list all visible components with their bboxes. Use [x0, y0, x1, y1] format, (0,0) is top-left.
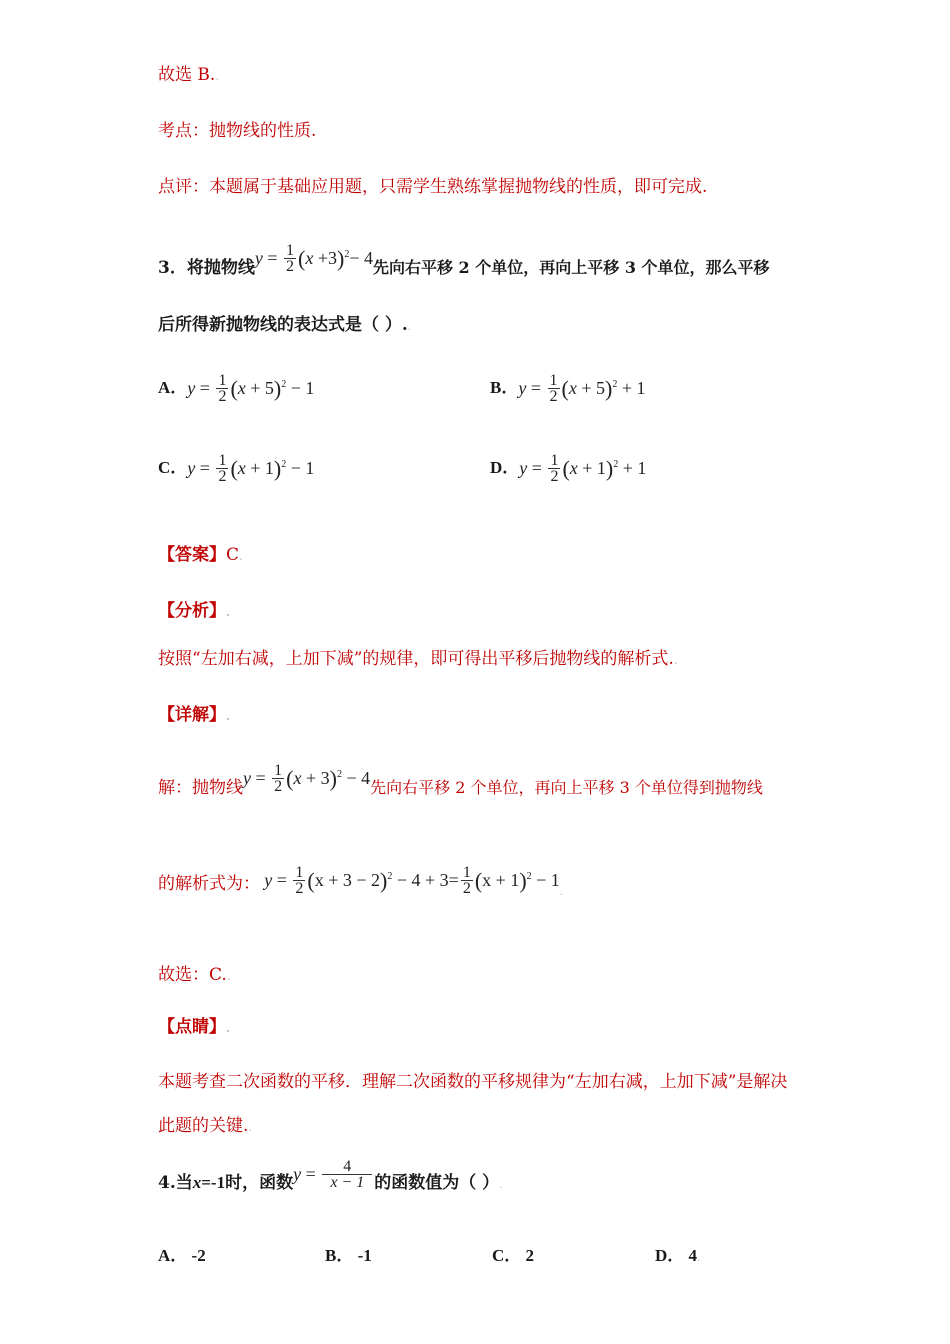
- trailing-mark: .: [407, 319, 411, 333]
- analysis-label: 【分析】: [158, 601, 226, 621]
- trailing-mark: .: [673, 653, 678, 667]
- option-d-formula: y = $\frac{1}{2}$ $(x + 1)^2 + 1$: [519, 451, 647, 485]
- detail-label-line: [158, 702, 818, 729]
- solution-prefix: 解：抛物线: [158, 777, 243, 798]
- q4-option-c-letter: C．: [492, 1246, 522, 1265]
- q4-option-a-letter: A．: [158, 1246, 188, 1265]
- result-formula: y = $\frac{1}{2}$ $(x + 3 - 2)^2 - 4 + 3=$ $\frac{1}{2}$ $(x + 1)^2 - 1$: [264, 863, 560, 897]
- trailing-mark: .: [499, 1176, 503, 1191]
- question3-stem-line2: [158, 312, 818, 339]
- solution-line1: [158, 761, 858, 806]
- analysis-text: 按照“左加右减，上加下减”的规律，即可得出平移后抛物线的解析式.: [158, 649, 674, 669]
- trailing-mark: .: [226, 969, 231, 983]
- option-c-letter: C．: [158, 457, 188, 477]
- solution-result-line: [158, 863, 858, 902]
- question3-option-a[interactable]: [158, 372, 458, 406]
- solution-formula: y = $\frac{1}{2}$ $(x + 3)^2 - 4$: [243, 761, 371, 795]
- trailing-mark: .: [226, 605, 231, 619]
- kaodian-line: [158, 118, 818, 144]
- option-c-formula: y = $\frac{1}{2}$ $(x + 1)^2 - 1$: [187, 451, 315, 485]
- answer-line: [158, 542, 818, 569]
- q4-option-d-letter: D．: [655, 1246, 685, 1265]
- question3-stem-after: 先向右平移 2 个单位，再向上平移 3 个单位，那么平移: [372, 257, 770, 277]
- trailing-mark: .: [226, 709, 231, 723]
- result-prefix: 的解析式为：: [158, 873, 260, 894]
- trailing-mark: .: [248, 1120, 253, 1134]
- question4-stem-after: 的函数值为（ ）: [374, 1172, 500, 1193]
- question4-option-c[interactable]: [492, 1243, 652, 1269]
- final-conclusion-text: 故选：C.: [158, 965, 227, 985]
- previous-conclusion: [158, 62, 818, 89]
- question4-value: =-1: [201, 1172, 226, 1192]
- question3-option-d[interactable]: [490, 452, 790, 486]
- insight-label-line: [158, 1014, 818, 1041]
- question3-stem-line2-text: 后所得新抛物线的表达式是（ ）.: [158, 315, 408, 335]
- question4-number: 4.: [158, 1172, 176, 1193]
- q4-option-c-value: 2: [525, 1246, 535, 1265]
- question3-stem-before: 将抛物线: [186, 257, 255, 278]
- question4-stem: [158, 1158, 858, 1200]
- kaodian-text: 抛物线的性质.: [209, 121, 317, 141]
- q4-option-b-value: -1: [357, 1246, 372, 1265]
- previous-conclusion-text: 故选 B.: [158, 65, 216, 85]
- analysis-text-line: [158, 646, 818, 673]
- option-a-letter: A．: [158, 377, 188, 397]
- option-a-formula: y = $\frac{1}{2}$ $(x + 5)^2 - 1$: [187, 371, 315, 405]
- final-conclusion-line: [158, 962, 818, 989]
- trailing-mark: .: [559, 883, 563, 898]
- q4-option-b-letter: B．: [325, 1246, 354, 1265]
- option-b-letter: B．: [490, 377, 519, 397]
- question4-variable: x: [192, 1172, 202, 1192]
- question3-option-c[interactable]: [158, 452, 458, 486]
- question3-option-b[interactable]: [490, 372, 790, 406]
- trailing-mark: .: [226, 1021, 231, 1035]
- answer-value: C: [226, 545, 240, 565]
- question3-formula: y = $\frac{1}{2}$ $(x +3)^2- 4$: [254, 241, 373, 275]
- q4-option-a-value: -2: [191, 1246, 206, 1265]
- q4-option-d-value: 4: [688, 1246, 698, 1265]
- dianping-line: [158, 174, 818, 200]
- kaodian-label: 考点：: [158, 121, 209, 141]
- insight-label: 【点睛】: [158, 1017, 226, 1037]
- insight-text-line: [158, 1060, 798, 1149]
- option-d-letter: D．: [490, 457, 520, 477]
- question4-formula: y = $\frac{4}{x - 1}$: [293, 1160, 374, 1192]
- question4-option-a[interactable]: [158, 1243, 318, 1269]
- question4-option-b[interactable]: [325, 1243, 485, 1269]
- question4-stem-mid: 时，函数: [225, 1172, 294, 1193]
- dianping-label: 点评：: [158, 177, 209, 197]
- answer-label: 【答案】: [158, 545, 226, 565]
- solution-after: 先向右平移 2 个单位，再向上平移 3 个单位得到抛物线: [370, 777, 763, 797]
- dianping-text: 本题属于基础应用题，只需学生熟练掌握抛物线的性质，即可完成.: [209, 177, 708, 197]
- trailing-mark: .: [697, 1250, 701, 1264]
- detail-label: 【详解】: [158, 705, 226, 725]
- trailing-mark: .: [215, 69, 220, 83]
- option-b-formula: y = $\frac{1}{2}$ $(x + 5)^2 + 1$: [518, 371, 646, 405]
- question4-stem-before: 当: [175, 1172, 193, 1193]
- question4-option-d[interactable]: [655, 1243, 815, 1270]
- insight-text: 本题考查二次函数的平移．理解二次函数的平移规律为“左加右减，上加下减”是解决此题的关键.: [158, 1072, 788, 1136]
- question3-number: 3．: [158, 257, 187, 278]
- trailing-mark: .: [239, 549, 243, 563]
- question3-stem-line1: [158, 241, 858, 286]
- analysis-label-line: [158, 598, 818, 625]
